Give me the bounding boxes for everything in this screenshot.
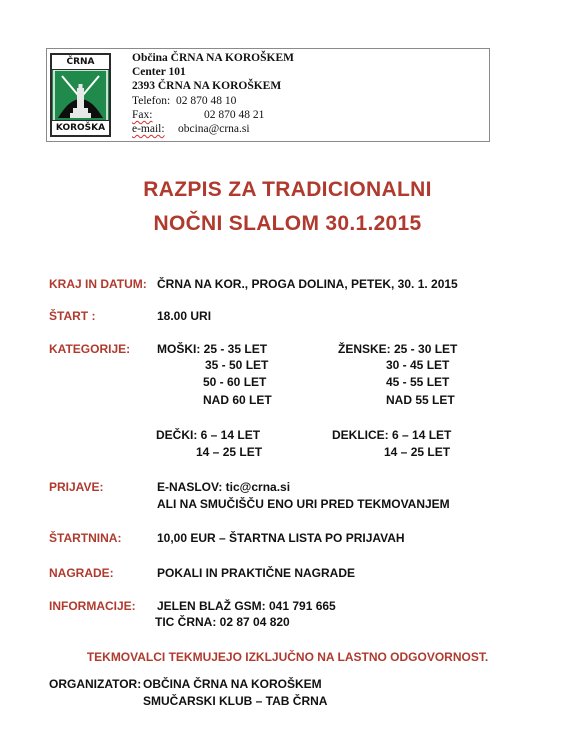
page-title-line1: RAZPIS ZA TRADICIONALNI	[143, 178, 432, 201]
informacije-contact: JELEN BLAŽ GSM: 041 791 665	[157, 599, 336, 613]
municipality-logo	[50, 53, 111, 137]
startnina-label: ŠTARTNINA:	[49, 531, 122, 545]
category-zenske: ŽENSKE: 25 - 30 LET	[338, 342, 458, 356]
category-moski: MOŠKI: 25 - 35 LET	[157, 342, 268, 356]
category-decki: 14 – 25 LET	[196, 445, 263, 459]
responsibility-notice: TEKMOVALCI TEKMUJEJO IZKLJUČNO NA LASTNO ODGOVORNOST.	[86, 650, 489, 664]
page-title-line2: NOČNI SLALOM 30.1.2015	[153, 212, 422, 235]
category-deklice: DEKLICE: 6 – 14 LET	[332, 428, 452, 442]
start-value: 18.00 URI	[157, 309, 212, 323]
logo-bottom-text: KOROŠKA	[52, 120, 109, 135]
phone-label: Telefon:	[132, 95, 171, 107]
kraj-value: ČRNA NA KOR., PROGA DOLINA, PETEK, 30. 1. 2015	[157, 277, 458, 291]
category-moski: NAD 60 LET	[203, 393, 272, 407]
informacije-tic: TIC ČRNA: 02 87 04 820	[155, 615, 290, 629]
category-zenske: 30 - 45 LET	[386, 358, 450, 372]
logo-emblem-icon	[52, 70, 109, 122]
start-label: ŠTART :	[49, 309, 96, 323]
org-street: Center 101	[132, 66, 186, 78]
category-zenske: NAD 55 LET	[386, 393, 455, 407]
org-postal: 2393 ČRNA NA KOROŠKEM	[132, 80, 282, 92]
category-moski: 35 - 50 LET	[205, 358, 269, 372]
nagrade-label: NAGRADE:	[49, 566, 114, 580]
startnina-value: 10,00 EUR – ŠTARTNA LISTA PO PRIJAVAH	[157, 531, 405, 545]
kraj-label: KRAJ IN DATUM:	[49, 277, 147, 291]
email-link[interactable]: obcina@crna.si	[178, 123, 250, 135]
prijave-email[interactable]: E-NASLOV: tic@crna.si	[157, 480, 291, 494]
email-label: e-mail:	[132, 123, 165, 135]
prijave-alt: ALI NA SMUČIŠČU ENO URI PRED TEKMOVANJEM	[157, 497, 450, 511]
fax-label: Fax:	[132, 109, 153, 121]
informacije-label: INFORMACIJE:	[49, 599, 136, 613]
organizator-line2: SMUČARSKI KLUB – TAB ČRNA	[143, 694, 328, 708]
organizator-line1: OBČINA ČRNA NA KOROŠKEM	[143, 677, 322, 691]
prijave-label: PRIJAVE:	[49, 480, 104, 494]
fax-value: 02 870 48 21	[204, 109, 265, 121]
logo-top-text: ČRNA	[52, 55, 109, 70]
nagrade-value: POKALI IN PRAKTIČNE NAGRADE	[157, 566, 356, 580]
phone-value: 02 870 48 10	[176, 95, 237, 107]
category-moski: 50 - 60 LET	[203, 375, 267, 389]
org-name: Občina ČRNA NA KOROŠKEM	[132, 52, 294, 64]
category-decki: DEČKI: 6 – 14 LET	[156, 428, 261, 442]
category-deklice: 14 – 25 LET	[384, 445, 451, 459]
organizator-label: ORGANIZATOR:	[49, 677, 142, 691]
letterhead-box	[46, 48, 490, 142]
kategorije-label: KATEGORIJE:	[49, 342, 131, 356]
category-zenske: 45 - 55 LET	[386, 375, 450, 389]
